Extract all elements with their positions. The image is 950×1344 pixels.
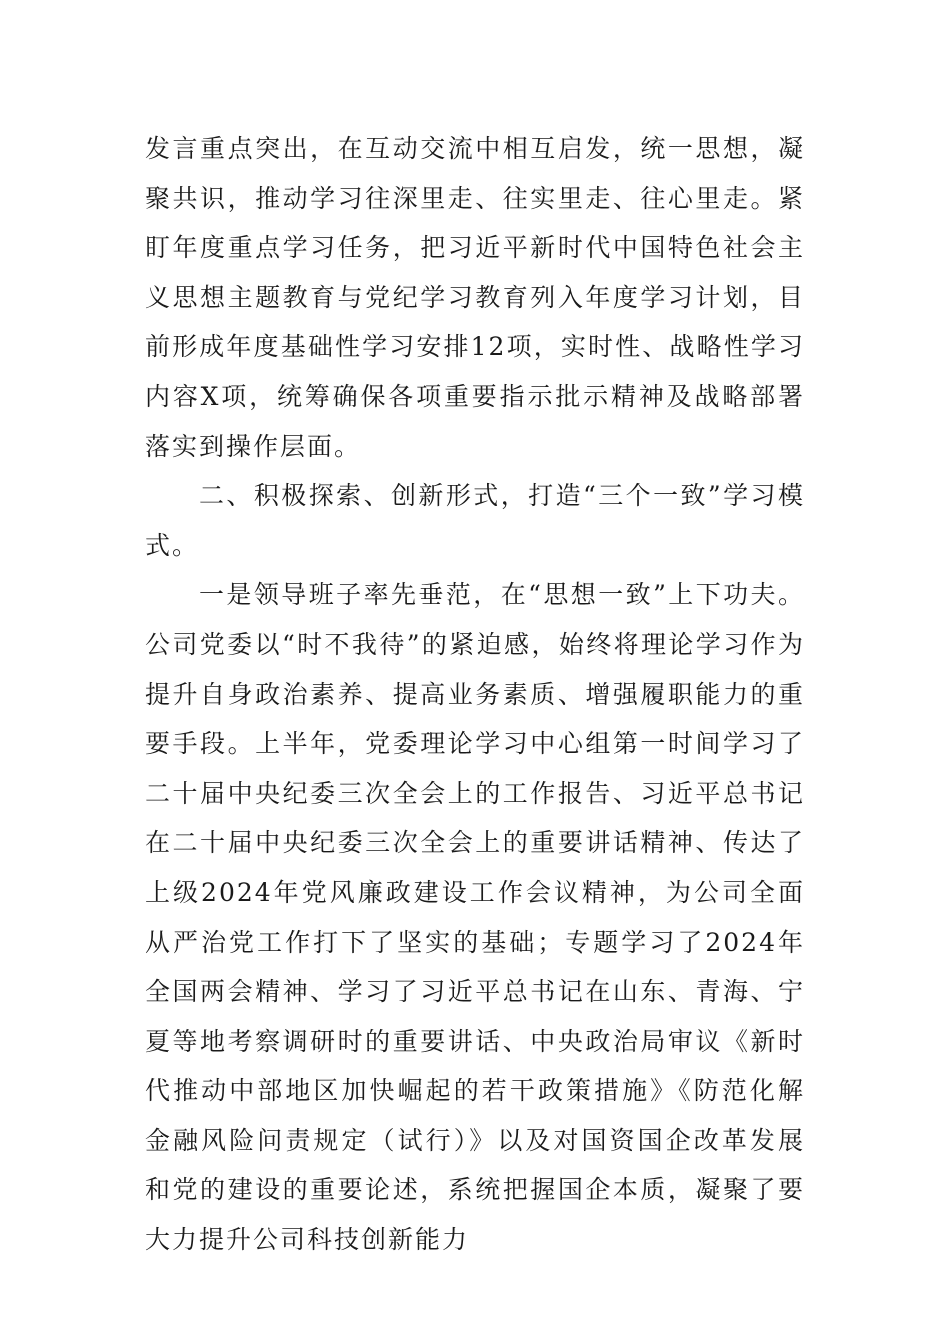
paragraph-study-arrangement: 发言重点突出，在互动交流中相互启发，统一思想，凝聚共识，推动学习往深里走、往实里走、往心里走。紧盯年度重点学习任务，把习近平新时代中国特色社会主义思想主题教育与党纪学习教育列入年度学习计划，目前形成年度基础性学习安排12项，实时性、战略性学习内容X项，统筹确保各项重要指示批示精神及战略部署落实到操作层面。 bbox=[145, 134, 805, 461]
document-page bbox=[145, 124, 805, 1265]
section-heading-three-consistent: 二、积极探索、创新形式，打造“三个一致”学习模式。 bbox=[145, 481, 805, 560]
paragraph-leadership-example: 一是领导班子率先垂范，在“思想一致”上下功夫。公司党委以“时不我待”的紧迫感，始终将理论学习作为提升自身政治素养、提高业务素质、增强履职能力的重要手段。上半年，党委理论学习中心组第一时间学习了二十届中央纪委三次全会上的工作报告、习近平总书记在二十届中央纪委三次全会上的重要讲话精神、传达了上级2024年党风廉政建设工作会议精神，为公司全面从严治党工作打下了坚实的基础；专题学习了2024年全国两会精神、学习了习近平总书记在山东、青海、宁夏等地考察调研时的重要讲话、中央政治局审议《新时代推动中部地区加快崛起的若干政策措施》《防范化解金融风险问责规定（试行）》以及对国资国企改革发展和党的建设的重要论述，系统把握国企本质，凝聚了要大力提升公司科技创新能力 bbox=[145, 580, 805, 1255]
